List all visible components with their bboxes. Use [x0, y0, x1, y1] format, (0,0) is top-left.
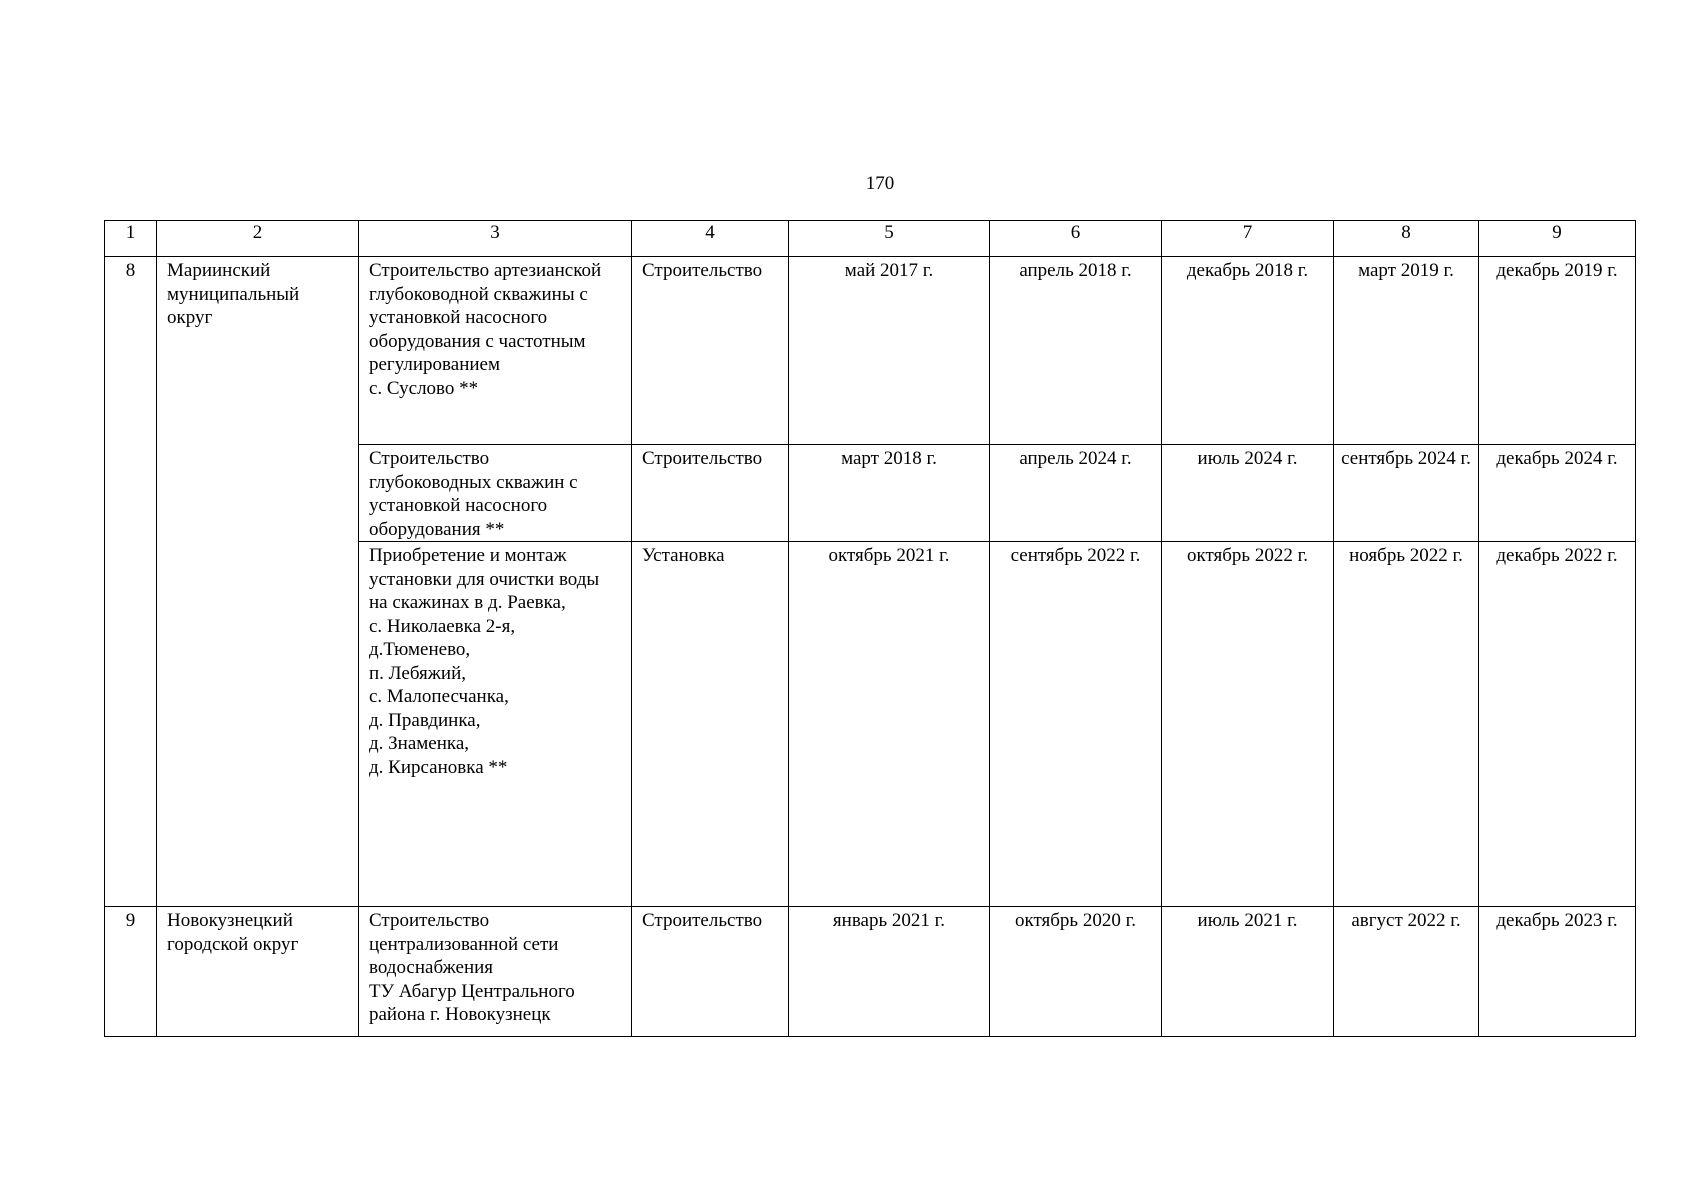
date-col-7: декабрь 2018 г.	[1162, 257, 1334, 445]
header-cell-3: 3	[359, 221, 632, 257]
date-col-8: март 2019 г.	[1334, 257, 1479, 445]
header-cell-1: 1	[105, 221, 157, 257]
header-cell-5: 5	[789, 221, 990, 257]
date-col-7: июль 2021 г.	[1162, 907, 1334, 1037]
header-cell-7: 7	[1162, 221, 1334, 257]
row-number: 8	[105, 257, 157, 907]
date-col-6: октябрь 2020 г.	[990, 907, 1162, 1037]
page-number: 170	[865, 173, 895, 194]
work-type: Строительство	[632, 907, 789, 1037]
header-cell-4: 4	[632, 221, 789, 257]
table-row	[105, 907, 1636, 1037]
header-row	[105, 221, 1636, 257]
date-col-9: декабрь 2019 г.	[1479, 257, 1636, 445]
date-col-9: декабрь 2024 г.	[1479, 445, 1636, 542]
work-type: Строительство	[632, 445, 789, 542]
work-type: Установка	[632, 542, 789, 907]
date-col-6: апрель 2018 г.	[990, 257, 1162, 445]
work-type: Строительство	[632, 257, 789, 445]
header-cell-8: 8	[1334, 221, 1479, 257]
date-col-9: декабрь 2022 г.	[1479, 542, 1636, 907]
municipality-name: Мариинский муниципальный округ	[157, 257, 359, 907]
date-col-7: октябрь 2022 г.	[1162, 542, 1334, 907]
date-col-5: октябрь 2021 г.	[789, 542, 990, 907]
date-col-6: сентябрь 2022 г.	[990, 542, 1162, 907]
schedule-table	[104, 220, 1636, 1037]
date-col-8: сентябрь 2024 г.	[1334, 445, 1479, 542]
header-cell-2: 2	[157, 221, 359, 257]
header-cell-6: 6	[990, 221, 1162, 257]
object-description: Строительство артезианской глубоководной скважины с установкой насосного оборудования с частотным регулированием с. Суслово **	[359, 257, 632, 445]
date-col-5: март 2018 г.	[789, 445, 990, 542]
municipality-name: Новокузнецкий городской округ	[157, 907, 359, 1037]
date-col-5: май 2017 г.	[789, 257, 990, 445]
table-row	[105, 257, 1636, 445]
date-col-7: июль 2024 г.	[1162, 445, 1334, 542]
date-col-9: декабрь 2023 г.	[1479, 907, 1636, 1037]
object-description: Строительство централизованной сети водоснабжения ТУ Абагур Центрального района г. Новокузнецк	[359, 907, 632, 1037]
date-col-8: ноябрь 2022 г.	[1334, 542, 1479, 907]
object-description: Строительство глубоководных скважин с установкой насосного оборудования **	[359, 445, 632, 542]
row-number: 9	[105, 907, 157, 1037]
object-description: Приобретение и монтаж установки для очистки воды на скажинах в д. Раевка, с. Николаевка 2-я, д.Тюменево, п. Лебяжий, с. Малопесчанка, д. Правдинка, д. Знаменка, д. Кирсановка **	[359, 542, 632, 907]
date-col-6: апрель 2024 г.	[990, 445, 1162, 542]
header-cell-9: 9	[1479, 221, 1636, 257]
date-col-8: август 2022 г.	[1334, 907, 1479, 1037]
date-col-5: январь 2021 г.	[789, 907, 990, 1037]
